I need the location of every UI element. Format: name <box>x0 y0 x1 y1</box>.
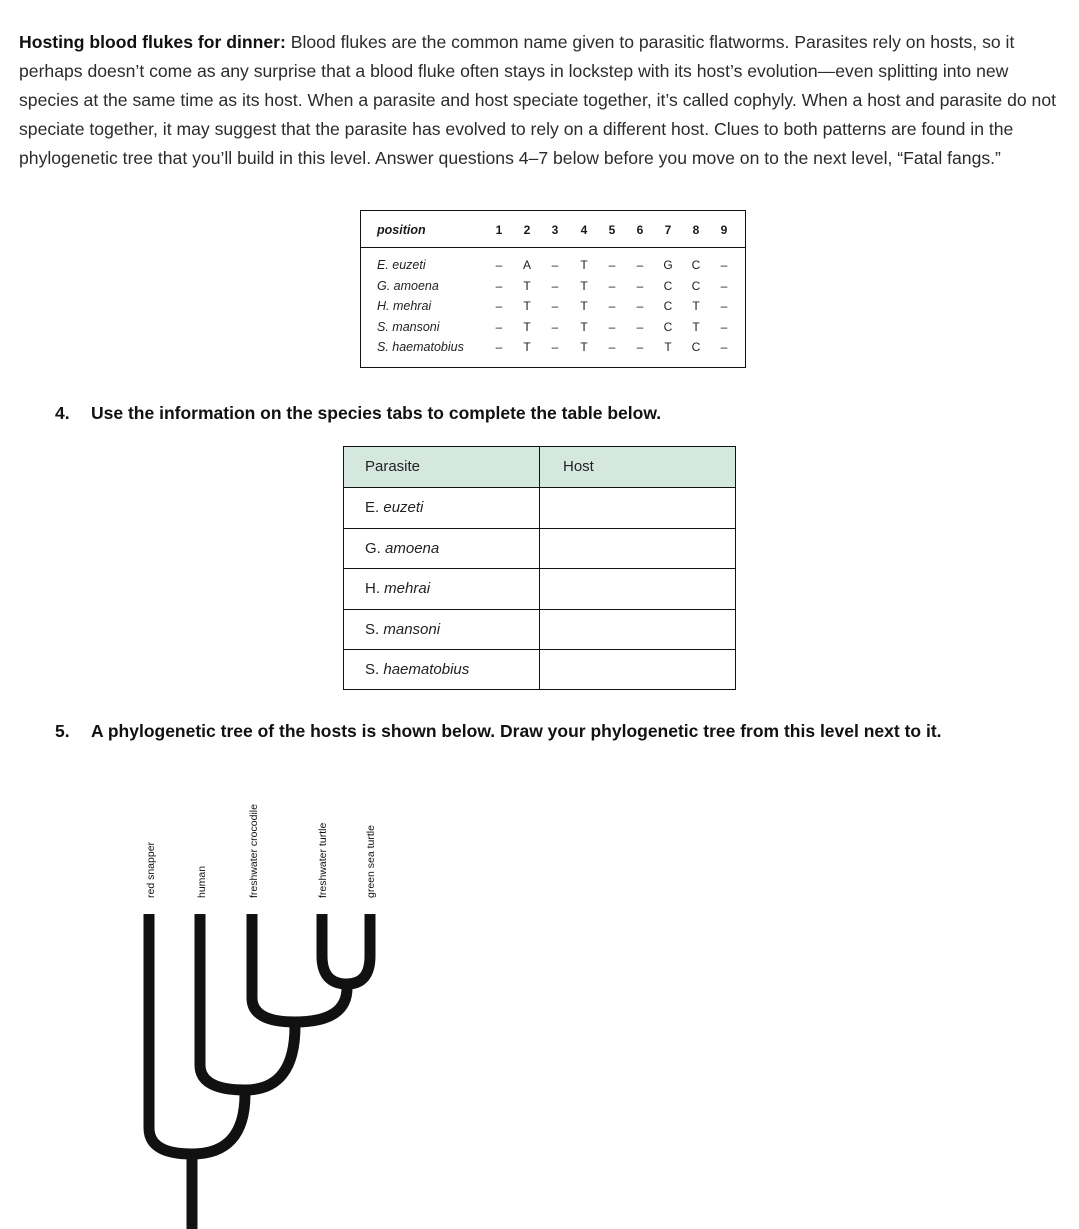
base-cell: T <box>523 299 531 313</box>
base-cell: T <box>692 299 700 313</box>
base-cell: T <box>580 258 588 272</box>
base-cell: – <box>608 340 616 354</box>
species-name: H. mehrai <box>377 299 432 313</box>
base-cell: G <box>663 258 673 272</box>
base-cell: – <box>608 279 616 293</box>
base-cell: T <box>523 340 531 354</box>
base-cell: – <box>495 320 503 334</box>
parasite-name: S. haematobius <box>365 661 470 678</box>
base-cell: C <box>691 279 701 293</box>
base-cell: – <box>720 340 728 354</box>
species-name: E. euzeti <box>377 258 426 272</box>
host-phylogenetic-tree <box>0 760 420 1229</box>
base-cell: – <box>636 299 644 313</box>
species-name: S. haematobius <box>377 340 464 354</box>
host-table <box>343 446 736 690</box>
position-number: 4 <box>580 223 588 237</box>
tree-branch <box>322 914 370 984</box>
base-cell: A <box>522 258 531 272</box>
base-cell: – <box>636 258 644 272</box>
base-cell: – <box>495 299 503 313</box>
base-cell: T <box>523 279 531 293</box>
base-cell: – <box>551 299 559 313</box>
question-5 <box>55 721 942 742</box>
position-number: 7 <box>664 223 672 237</box>
tree-leaf-label: human <box>196 865 208 898</box>
parasite-name: G. amoena <box>365 539 440 557</box>
base-cell: – <box>495 279 503 293</box>
base-cell: C <box>663 299 673 313</box>
position-number: 3 <box>551 223 559 237</box>
parasite-header: Parasite <box>365 458 421 475</box>
base-cell: T <box>580 279 588 293</box>
base-cell: C <box>663 320 673 334</box>
base-cell: T <box>664 340 672 354</box>
sequence-row <box>361 318 745 338</box>
question-4 <box>55 403 661 424</box>
base-cell: – <box>495 340 503 354</box>
parasite-name: H. mehrai <box>365 580 431 597</box>
base-cell: – <box>636 279 644 293</box>
base-cell: C <box>663 279 673 293</box>
base-cell: – <box>720 320 728 334</box>
tree-leaf-label: green sea turtle <box>365 825 377 898</box>
position-number: 8 <box>692 223 700 237</box>
base-cell: C <box>691 258 701 272</box>
base-cell: – <box>551 279 559 293</box>
base-cell: T <box>692 320 700 334</box>
base-cell: – <box>551 340 559 354</box>
column-divider <box>539 447 540 689</box>
question-number: 4. <box>55 403 70 423</box>
sequence-table <box>360 210 746 368</box>
base-cell: T <box>523 320 531 334</box>
base-cell: – <box>551 320 559 334</box>
base-cell: – <box>720 258 728 272</box>
base-cell: – <box>636 340 644 354</box>
tree-leaf-label: freshwater turtle <box>317 822 329 898</box>
species-name: S. mansoni <box>377 320 440 334</box>
base-cell: C <box>691 340 701 354</box>
sequence-row <box>361 297 745 317</box>
tree-leaf-label: freshwater crocodile <box>248 804 260 898</box>
sequence-row <box>361 256 745 276</box>
tree-leaf-label: red snapper <box>145 841 157 898</box>
base-cell: – <box>636 320 644 334</box>
base-cell: – <box>720 279 728 293</box>
base-cell: – <box>551 258 559 272</box>
base-cell: – <box>495 258 503 272</box>
parasite-name: E. euzeti <box>365 499 424 516</box>
intro-body: Blood flukes are the common name given to parasitic flatworms. Parasites rely on hosts, so it perhaps doesn’t come as any surprise that a blood fluke often stays in lockstep with its host’s evolution—even splitting into new species at the same time as its host. When a parasite and host speciate together, it’s called cophyly. When a host and parasite do not speciate together, it may suggest that the parasite has evolved to rely on a different host. Clues to both patterns are found in the phylogenetic tree that you’ll build in this level. Answer questions 4–7 below before you move on to the next level, “Fatal fangs.” <box>19 32 1056 168</box>
question-text: A phylogenetic tree of the hosts is shown below. Draw your phylogenetic tree from this level next to it. <box>91 721 942 741</box>
position-number: 2 <box>523 223 531 237</box>
question-number: 5. <box>55 721 70 741</box>
position-number: 6 <box>636 223 644 237</box>
species-name: G. amoena <box>377 279 439 293</box>
base-cell: T <box>580 320 588 334</box>
base-cell: – <box>720 299 728 313</box>
tree-branch <box>252 914 347 1022</box>
parasite-name: S. mansoni <box>365 620 441 638</box>
base-cell: – <box>608 320 616 334</box>
base-cell: – <box>608 258 616 272</box>
position-number: 9 <box>720 223 728 237</box>
question-text: Use the information on the species tabs to complete the table below. <box>91 403 662 423</box>
position-label: position <box>377 223 426 237</box>
sequence-table-header <box>361 211 745 248</box>
base-cell: T <box>580 299 588 313</box>
sequence-row <box>361 338 745 358</box>
base-cell: T <box>580 340 588 354</box>
host-header: Host <box>563 458 594 475</box>
intro-paragraph <box>19 28 1064 173</box>
position-number: 1 <box>495 223 503 237</box>
intro-title: Hosting blood flukes for dinner: <box>19 32 286 52</box>
base-cell: – <box>608 299 616 313</box>
sequence-row <box>361 277 745 297</box>
position-number: 5 <box>608 223 616 237</box>
